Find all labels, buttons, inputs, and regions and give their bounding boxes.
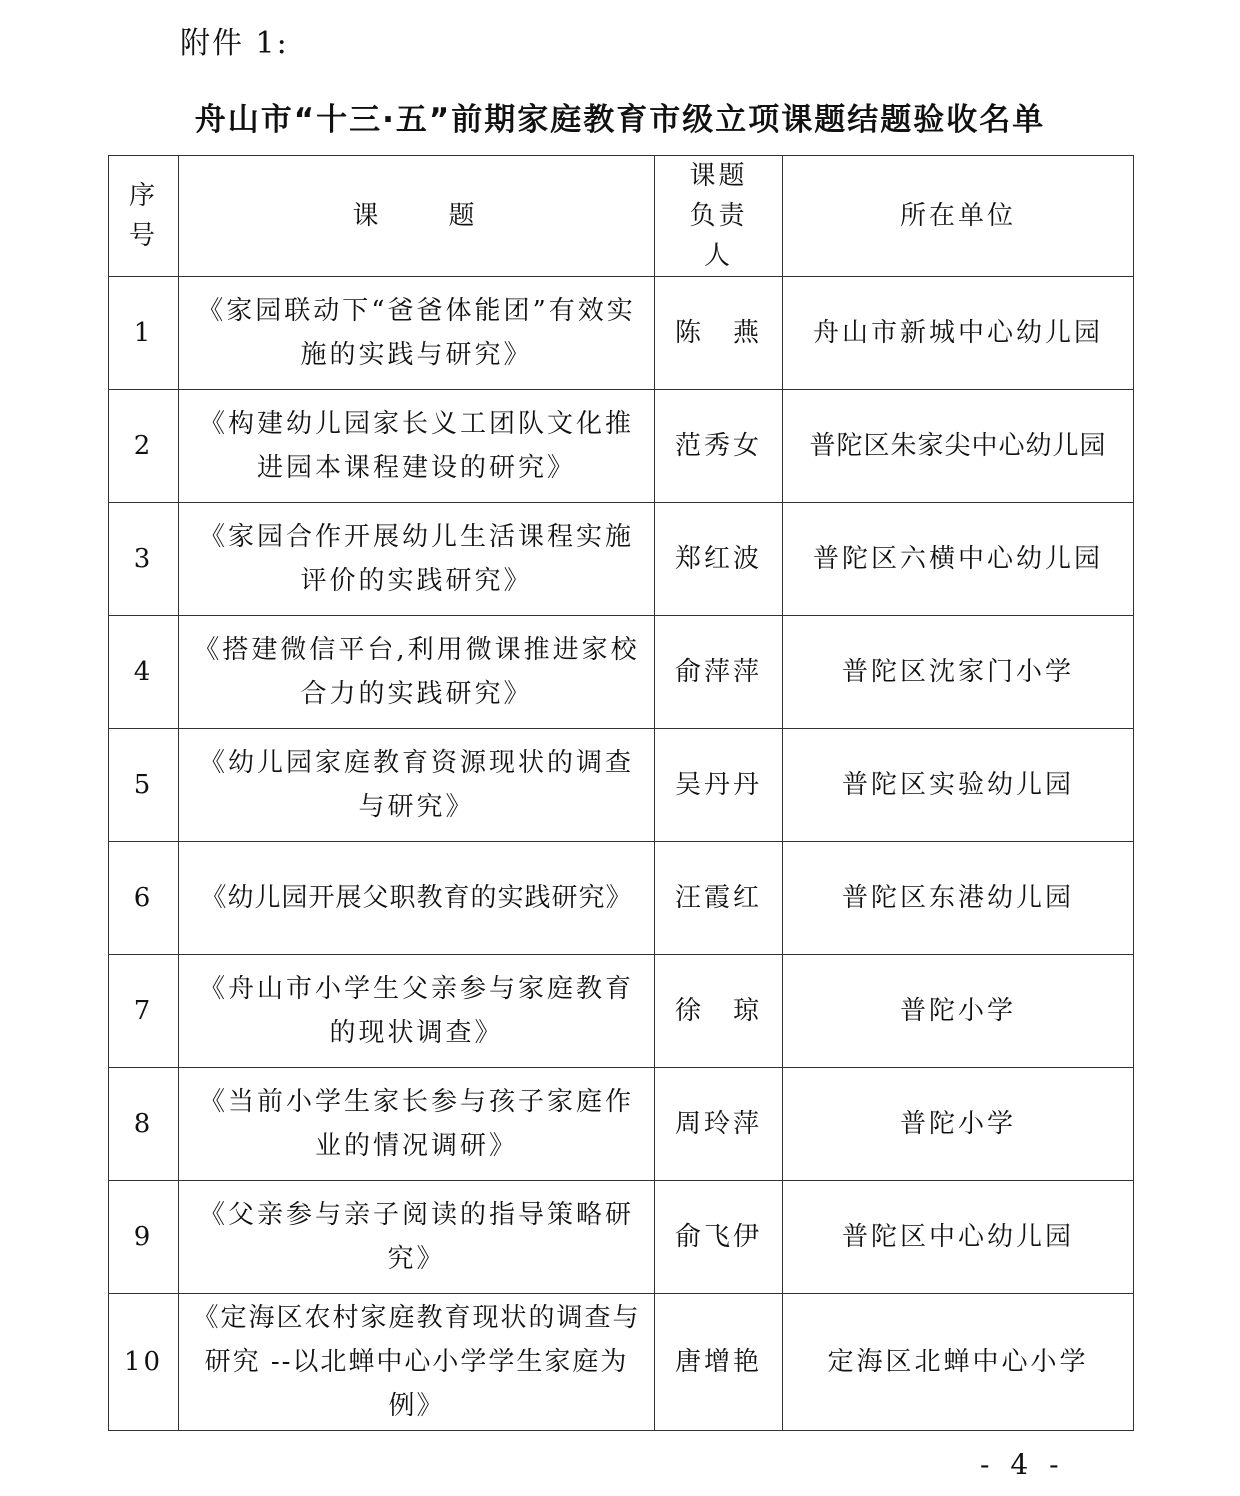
row-topic: 《搭建微信平台,利用微课推进家校合力的实践研究》 xyxy=(179,616,655,729)
row-leader: 陈 燕 xyxy=(655,277,783,390)
row-topic: 《定海区农村家庭教育现状的调查与研究 --以北蝉中心小学学生家庭为例》 xyxy=(179,1294,655,1431)
column-header-leader: 课题负责人 xyxy=(655,156,783,277)
row-unit: 普陀区朱家尖中心幼儿园 xyxy=(783,390,1134,503)
row-index: 8 xyxy=(109,1068,179,1181)
table-row xyxy=(109,277,1134,390)
row-unit: 普陀区沈家门小学 xyxy=(783,616,1134,729)
row-topic: 《幼儿园开展父职教育的实践研究》 xyxy=(179,842,655,955)
row-unit: 普陀区实验幼儿园 xyxy=(783,729,1134,842)
column-header-unit: 所在单位 xyxy=(783,156,1134,277)
project-list-table xyxy=(108,155,1134,1431)
row-topic: 《构建幼儿园家长义工团队文化推进园本课程建设的研究》 xyxy=(179,390,655,503)
attachment-label: 附件 1: xyxy=(180,26,289,61)
table-row xyxy=(109,503,1134,616)
row-topic: 《父亲参与亲子阅读的指导策略研究》 xyxy=(179,1181,655,1294)
column-header-index: 序号 xyxy=(109,156,179,277)
row-leader: 俞飞伊 xyxy=(655,1181,783,1294)
table-header-row xyxy=(109,156,1134,277)
row-index: 3 xyxy=(109,503,179,616)
row-unit: 普陀区六横中心幼儿园 xyxy=(783,503,1134,616)
row-leader: 徐 琼 xyxy=(655,955,783,1068)
row-leader: 范秀女 xyxy=(655,390,783,503)
table-row xyxy=(109,390,1134,503)
row-leader: 郑红波 xyxy=(655,503,783,616)
document-title: 舟山市“十三·五”前期家庭教育市级立项课题结题验收名单 xyxy=(194,102,1046,138)
table-row xyxy=(109,729,1134,842)
row-index: 1 xyxy=(109,277,179,390)
row-unit: 普陀区东港幼儿园 xyxy=(783,842,1134,955)
row-topic: 《幼儿园家庭教育资源现状的调查与研究》 xyxy=(179,729,655,842)
table-row xyxy=(109,842,1134,955)
table-row xyxy=(109,616,1134,729)
row-index: 6 xyxy=(109,842,179,955)
row-unit: 普陀小学 xyxy=(783,1068,1134,1181)
row-index: 4 xyxy=(109,616,179,729)
row-index: 5 xyxy=(109,729,179,842)
row-leader: 汪霞红 xyxy=(655,842,783,955)
row-index: 10 xyxy=(109,1294,179,1431)
row-index: 7 xyxy=(109,955,179,1068)
row-topic: 《家园联动下“爸爸体能团”有效实施的实践与研究》 xyxy=(179,277,655,390)
page-number: - 4 - xyxy=(980,1448,1065,1481)
column-header-topic: 课 题 xyxy=(179,156,655,277)
table-row xyxy=(109,1294,1134,1431)
table-row xyxy=(109,955,1134,1068)
row-topic: 《家园合作开展幼儿生活课程实施评价的实践研究》 xyxy=(179,503,655,616)
row-topic: 《当前小学生家长参与孩子家庭作业的情况调研》 xyxy=(179,1068,655,1181)
row-leader: 吴丹丹 xyxy=(655,729,783,842)
row-leader: 周玲萍 xyxy=(655,1068,783,1181)
table-row xyxy=(109,1181,1134,1294)
row-topic: 《舟山市小学生父亲参与家庭教育的现状调查》 xyxy=(179,955,655,1068)
row-unit: 定海区北蝉中心小学 xyxy=(783,1294,1134,1431)
row-leader: 俞萍萍 xyxy=(655,616,783,729)
row-index: 9 xyxy=(109,1181,179,1294)
table-row xyxy=(109,1068,1134,1181)
row-unit: 舟山市新城中心幼儿园 xyxy=(783,277,1134,390)
row-unit: 普陀区中心幼儿园 xyxy=(783,1181,1134,1294)
row-leader: 唐增艳 xyxy=(655,1294,783,1431)
row-unit: 普陀小学 xyxy=(783,955,1134,1068)
row-index: 2 xyxy=(109,390,179,503)
